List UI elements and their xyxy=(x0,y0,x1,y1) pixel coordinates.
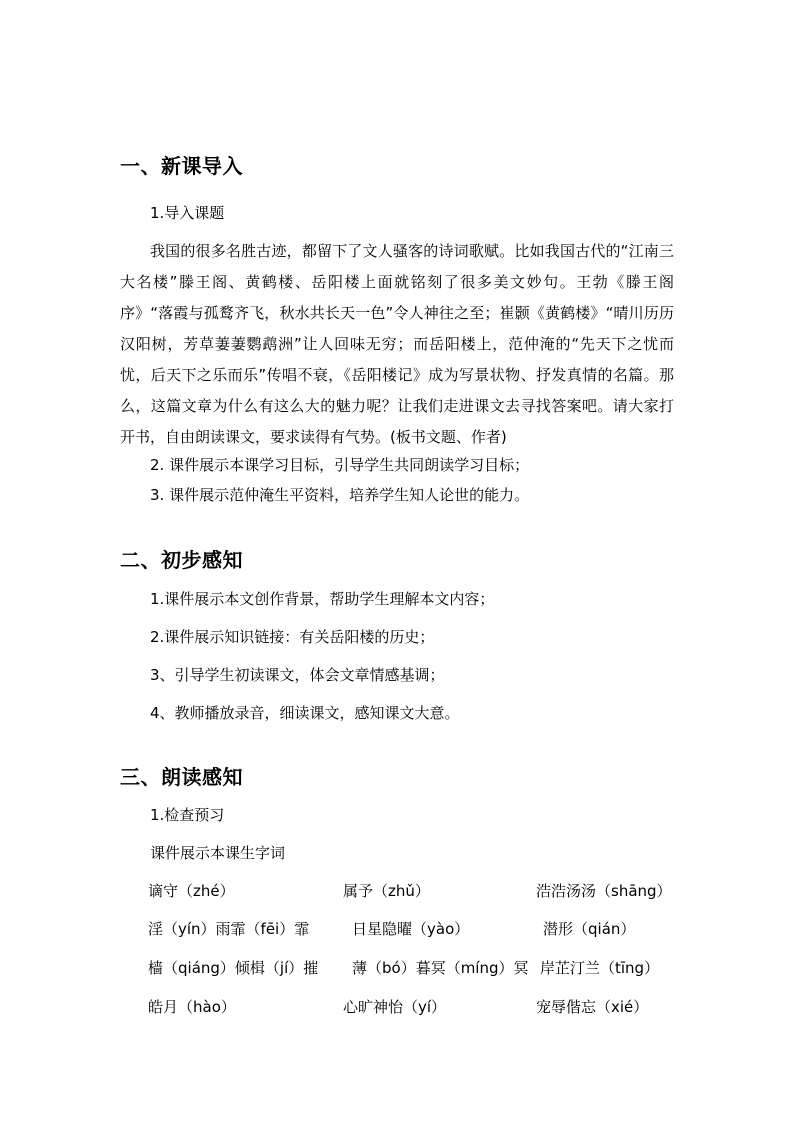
vocab-row xyxy=(148,957,678,979)
vocab-cell: 日星隐曜（yào） xyxy=(352,920,470,938)
subheading-intro-topic: 1.导入课题 xyxy=(150,204,225,222)
list-item: 3、引导学生初读课文，体会文章情感基调； xyxy=(150,666,445,684)
list-item: 1.课件展示本文创作背景，帮助学生理解本文内容； xyxy=(150,590,495,608)
section-heading-new-lesson: 一、新课导入 xyxy=(120,154,243,178)
vocab-row xyxy=(148,996,678,1018)
vocab-cell: 潜形（qián） xyxy=(543,920,636,938)
section-heading-reading-perception: 三、朗读感知 xyxy=(120,765,243,789)
vocab-cell: 浩浩汤汤（shāng） xyxy=(536,882,672,900)
section-heading-initial-perception: 二、初步感知 xyxy=(120,548,243,572)
vocab-cell: 谪守（zhé） xyxy=(148,882,235,900)
vocab-cell: 宠辱偕忘（xié） xyxy=(536,998,649,1016)
vocab-row xyxy=(148,918,678,940)
vocab-cell: 皓月（hào） xyxy=(148,998,236,1016)
intro-paragraph: 我国的很多名胜古迹，都留下了文人骚客的诗词歌赋。比如我国古代的“江南三大名楼”滕王阁、黄鹤楼、岳阳楼上面就铭刻了很多美文妙句。王勃《滕王阁序》“落霞与孤鹜齐飞，秋水共长天一色”令人神往之至；崔颢《黄鹤楼》“晴川历历汉阳树，芳草萋萋鹦鹉洲”让人回味无穷；而岳阳楼上，范仲淹的“先天下之忧而忧，后天下之乐而乐”传唱不衰，《岳阳楼记》成为写景状物、抒发真情的名篇。那么，这篇文章为什么有这么大的魅力呢？让我们走进课文去寻找答案吧。请大家打开书，自由朗读课文，要求读得有气势。(板书文题、作者) xyxy=(120,242,674,446)
vocab-cell: 樯（qiáng）倾楫（jí）摧 xyxy=(148,959,319,977)
vocab-cell: 薄（bó）暮冥（míng）冥 xyxy=(352,959,529,977)
vocab-cell: 心旷神怡（yí） xyxy=(343,998,447,1016)
vocab-cell: 属予（zhǔ） xyxy=(343,882,430,900)
list-item: 3. 课件展示范仲淹生平资料，培养学生知人论世的能力。 xyxy=(150,486,530,504)
vocab-cell: 淫（yín）雨霏（fēi）霏 xyxy=(148,920,310,938)
list-item: 2.课件展示知识链接：有关岳阳楼的历史； xyxy=(150,628,435,646)
list-item: 2. 课件展示本课学习目标，引导学生共同朗读学习目标； xyxy=(150,456,530,474)
subheading-vocabulary: 课件展示本课生字词 xyxy=(150,844,286,862)
vocab-cell: 岸芷汀兰（tīng） xyxy=(540,959,660,977)
list-item: 4、教师播放录音，细读课文，感知课文大意。 xyxy=(150,704,460,722)
subheading-check-preview: 1.检查预习 xyxy=(150,806,225,824)
vocab-row xyxy=(148,880,678,902)
